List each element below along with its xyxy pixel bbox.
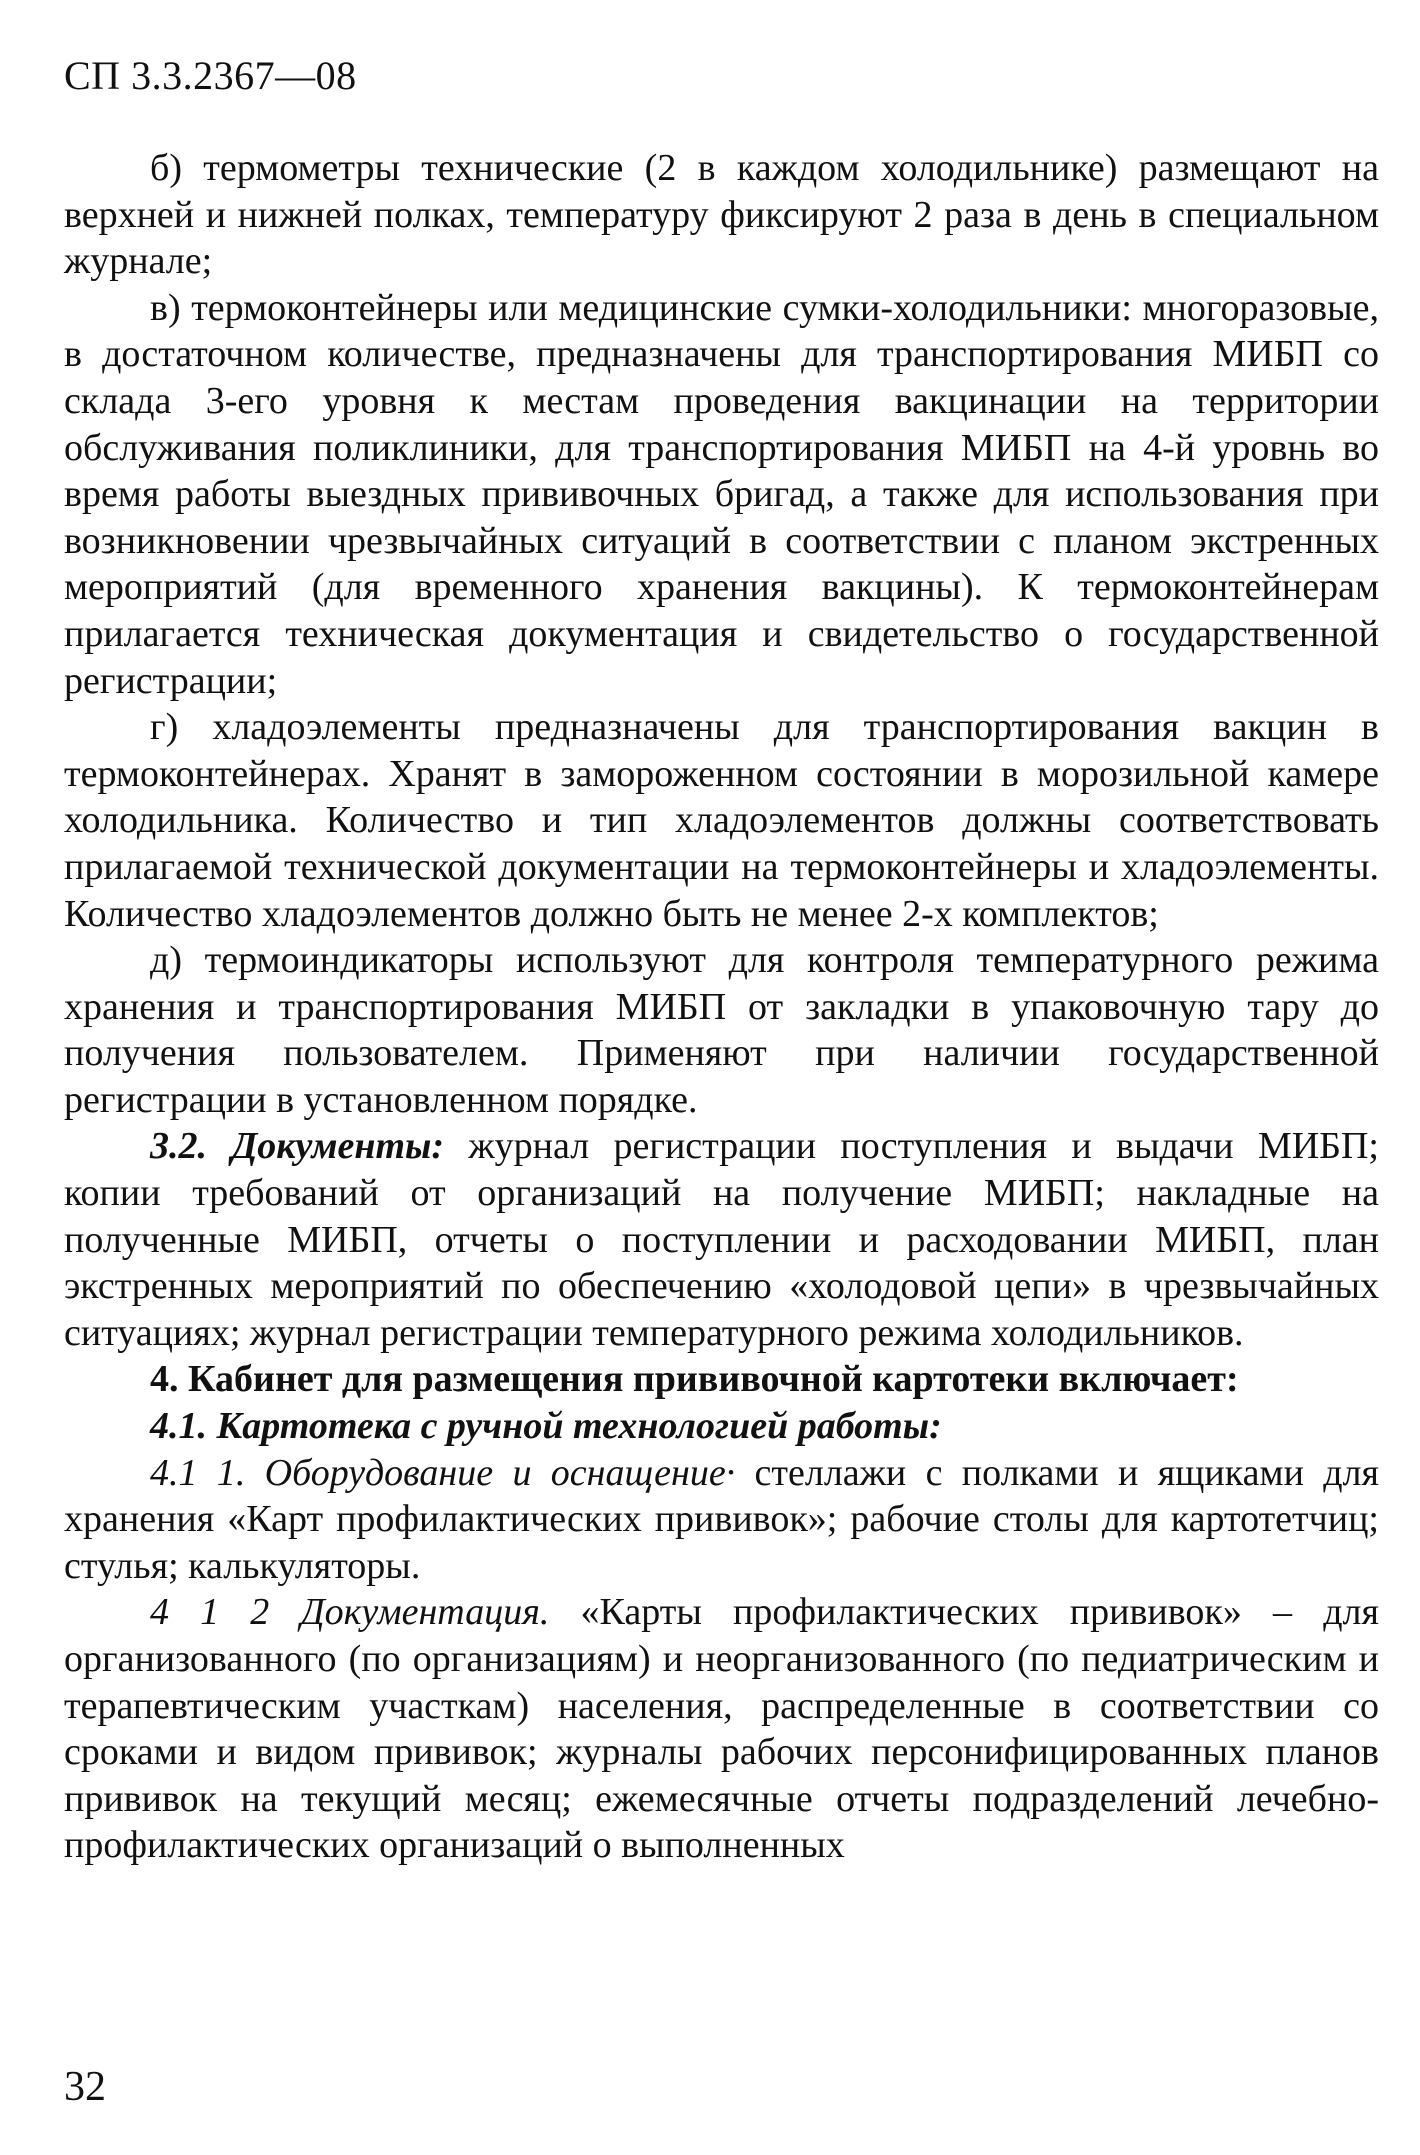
section-4-1-2-heading: 4 1 2 Документация. (150, 1591, 550, 1634)
section-4-1-heading: 4.1. Картотека с ручной технологией работы: (150, 1405, 942, 1448)
section-4-heading: 4. Кабинет для размещения прививочной картотеки включает: (150, 1358, 1239, 1401)
paragraph-g: г) хладоэлементы предназначены для транспортирования вакцин в термоконтейнерах. Хранят в замороженном состоянии в морозильной камере холодильника. Количество и тип хладоэлементов должны соответствовать прилагаемой технической документации на термоконтейнеры и хладоэлементы. Количество хладоэлементов должно быть не менее 2-х комплектов; (64, 706, 1379, 935)
section-4-1-1 (64, 1450, 1379, 1590)
document-body (64, 145, 1379, 1869)
section-3-2-text: журнал регистрации поступления и выдачи МИБП; копии требований от организаций на получение МИБП; накладные на полученные МИБП, отчеты о поступлении и расходовании МИБП, план экстренных мероприятий по обеспечению «холодовой цепи» в чрезвычайных ситуациях; журнал регистрации температурного режима холодильников. (64, 1125, 1379, 1354)
paragraph-b: б) термометры технические (2 в каждом холодильнике) размещают на верхней и нижней полках, температуру фиксируют 2 раза в день в специальном журнале; (64, 147, 1379, 283)
section-4-1-1-heading: 4.1 1. Оборудование и оснащение· (150, 1451, 736, 1494)
section-3-2-heading: 3.2. Документы: (150, 1125, 445, 1168)
section-4-1-2-text: «Карты профилактических прививок» – для организованного (по организациям) и неорганизованного (по педиатрическим и терапевтическим участкам) населения, распределенные в соответствии со сроками и видом прививок; журналы рабочих персонифицированных планов прививок на текущий месяц; ежемесячные отчеты подразделений лечебно-профилактических организаций о выполненных (64, 1591, 1379, 1867)
section-4-1-2 (64, 1589, 1379, 1869)
paragraph-v: в) термоконтейнеры или медицинские сумки-холодильники: многоразовые, в достаточном количестве, предназначены для транспортирования МИБП со склада 3-его уровня к местам проведения вакцинации на территории обслуживания поликлиники, для транспортирования МИБП на 4-й уровнь во время работы выездных прививочных бригад, а также для использования при возникновении чрезвычайных ситуаций в соответствии с планом экстренных мероприятий (для временного хранения вакцины). К термоконтейнерам прилагается техническая документация и свидетельство о государственной регистрации; (64, 286, 1379, 702)
document-code: СП 3.3.2367—08 (64, 53, 357, 98)
paragraph-d: д) термоиндикаторы используют для контроля температурного режима хранения и транспортирования МИБП от закладки в упаковочную тару до получения пользователем. Применяют при наличии государственной регистрации в установленном порядке. (64, 939, 1379, 1121)
section-3-2 (64, 1123, 1379, 1356)
page-number: 32 (64, 2064, 106, 2110)
section-4-1-1-text: стеллажи с полками и ящиками для хранения «Карт профилактических прививок»; рабочие столы для картотетчиц; стулья; калькуляторы. (64, 1451, 1380, 1587)
